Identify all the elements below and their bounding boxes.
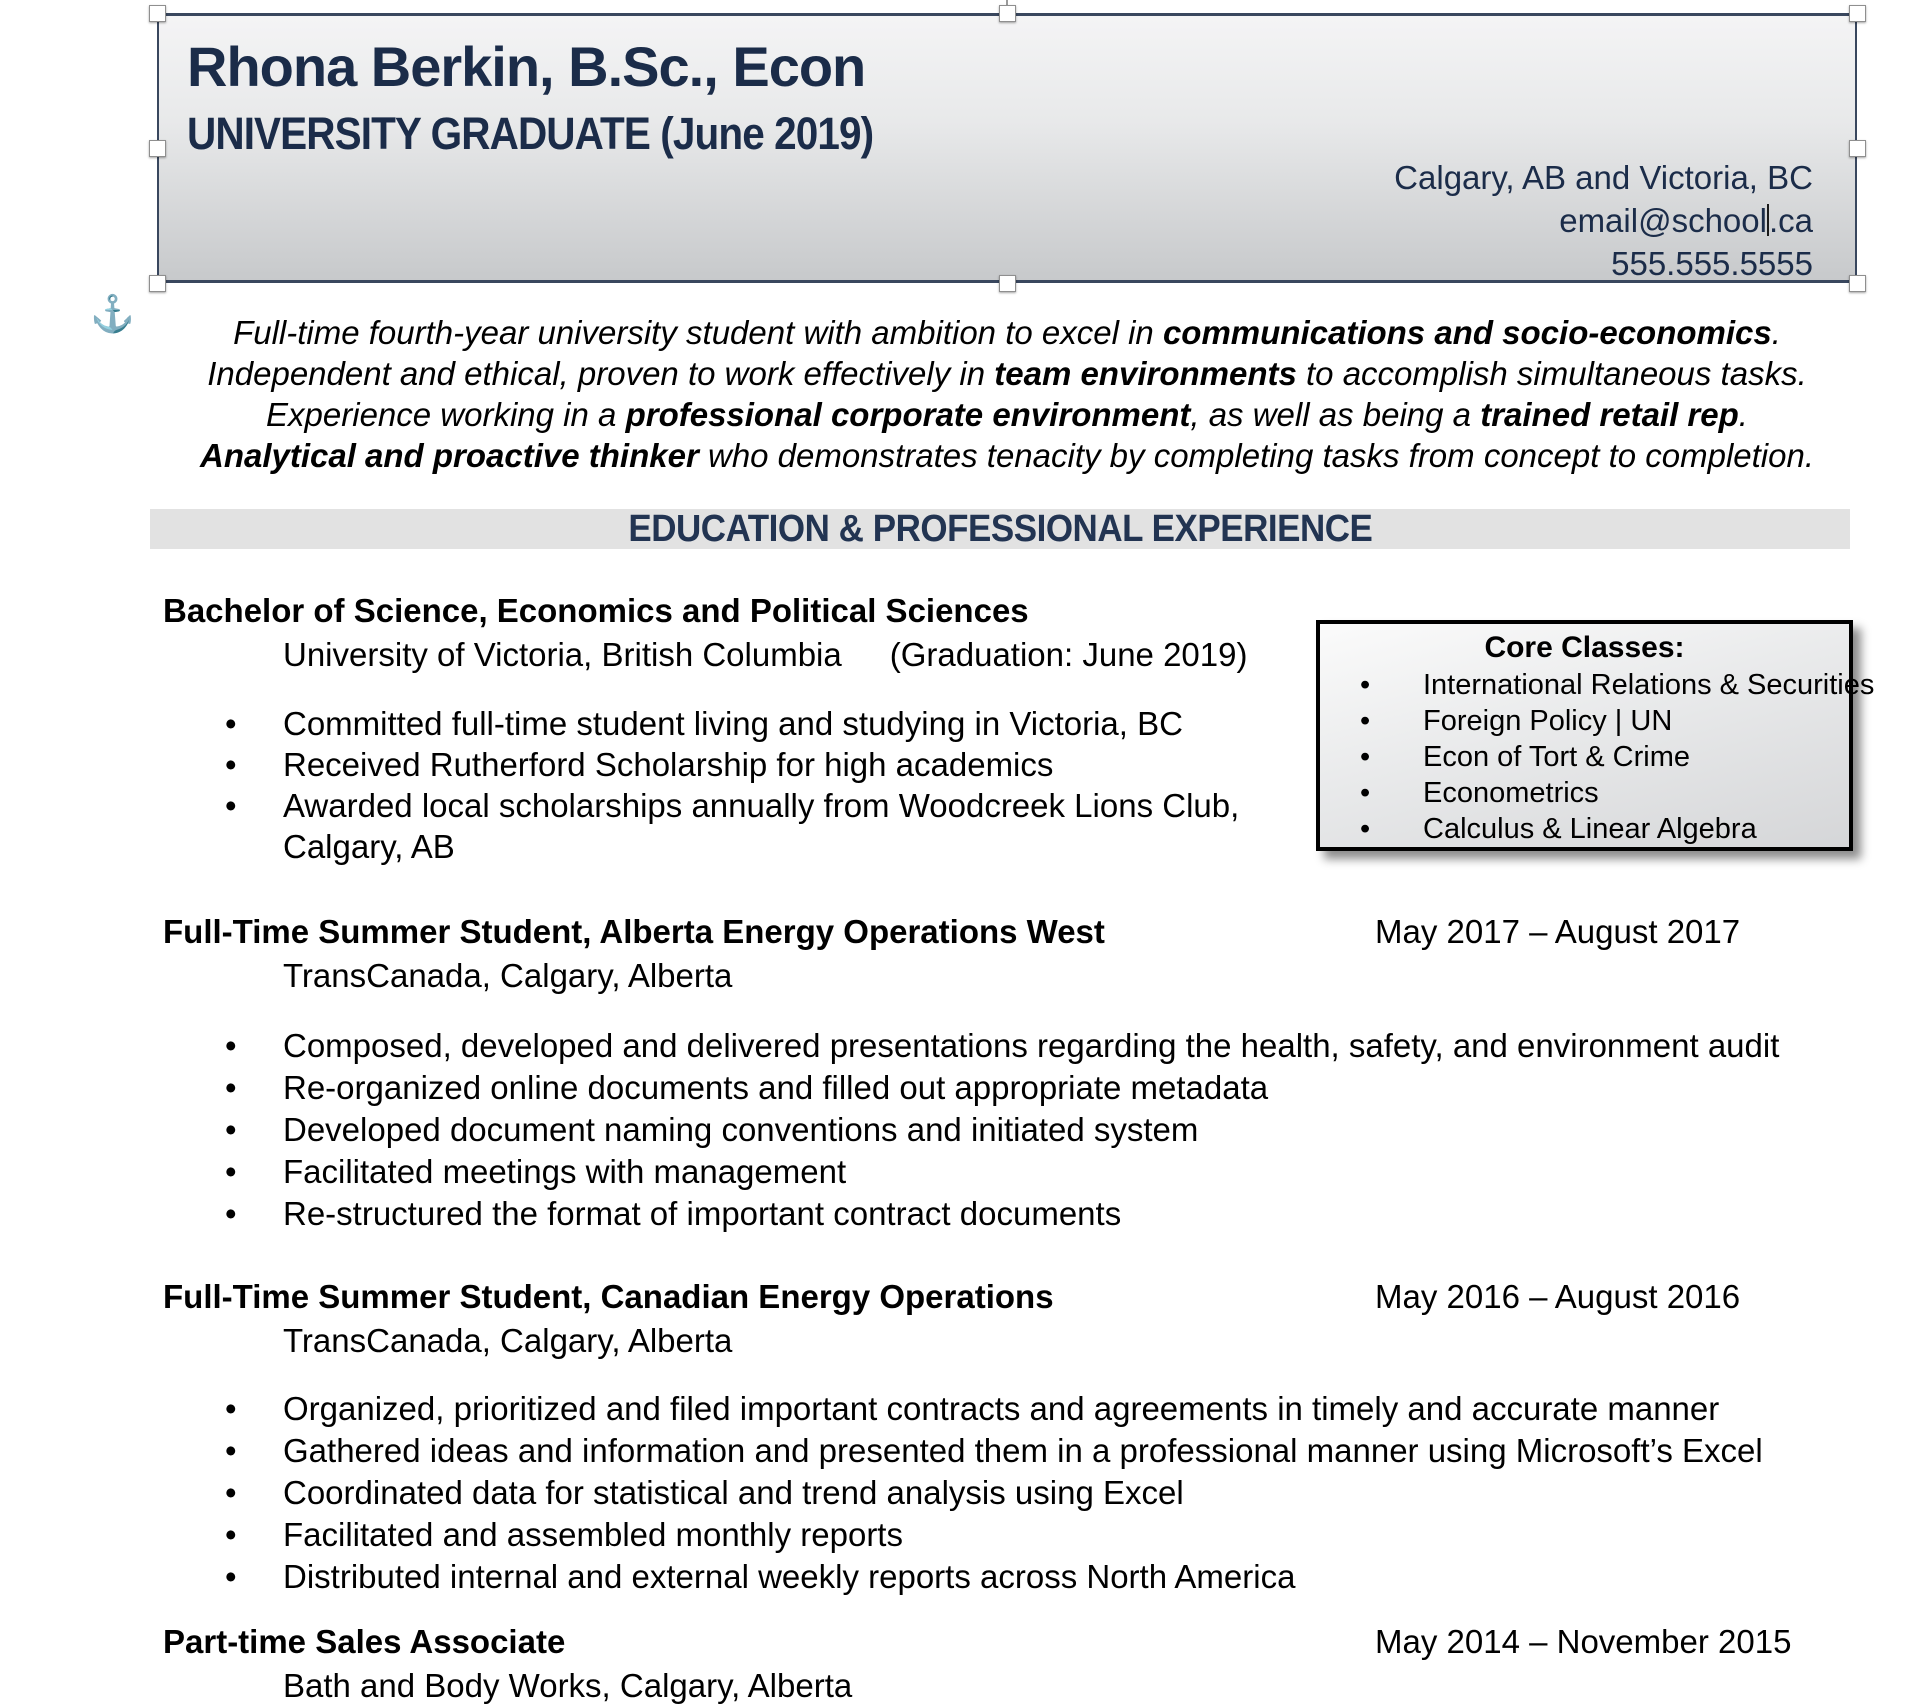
anchor-icon[interactable]: ⚓ [90,293,135,334]
selection-handle-bottom-middle[interactable] [999,275,1016,292]
selection-handle-top-left[interactable] [149,5,166,22]
summary-line: Independent and ethical, proven to work effectively in team environments to accomplish simultaneous tasks. [207,355,1807,392]
list-item: • Econometrics [1320,775,1849,811]
selection-handle-top-middle[interactable] [999,5,1016,22]
section-title: EDUCATION & PROFESSIONAL EXPERIENCE [627,507,1373,550]
summary-line: Full-time fourth-year university student with ambition to excel in communications and socio-economics. [233,314,1781,351]
list-item: • Facilitated meetings with management [163,1151,1863,1193]
job-dates: May 2017 – August 2017 [1375,913,1741,950]
list-item: • International Relations & Securities [1320,667,1849,703]
school-line [283,636,1247,674]
list-item: • Committed full-time student living and studying in Victoria, BC [163,703,1293,744]
selection-handle-bottom-right[interactable] [1849,275,1866,292]
list-item: • Composed, developed and delivered presentations regarding the health, safety, and environment audit [163,1025,1863,1067]
contact-phone: 555.555.5555 [1611,245,1813,282]
list-item: • Awarded local scholarships annually from Woodcreek Lions Club, Calgary, AB [163,785,1293,867]
list-item: • Econ of Tort & Crime [1320,739,1849,775]
job-company: TransCanada, Calgary, Alberta [283,957,733,994]
list-item: • Developed document naming conventions and initiated system [163,1109,1863,1151]
selection-handle-top-right[interactable] [1849,5,1866,22]
job-dates: May 2016 – August 2016 [1375,1278,1741,1315]
contact-email: email@school.ca [1559,202,1813,239]
list-item: • Received Rutherford Scholarship for high academics [163,744,1293,785]
school-name: University of Victoria, British Columbia [283,636,842,673]
section-header-bar [150,509,1850,549]
resume-subtitle: UNIVERSITY GRADUATE (June 2019) [187,108,874,159]
job-company: TransCanada, Calgary, Alberta [283,1322,733,1359]
selection-handle-bottom-left[interactable] [149,275,166,292]
list-item: • Distributed internal and external weekly reports across North America [163,1556,1863,1598]
education-bullet-list [163,703,1293,867]
list-item: • Re-structured the format of important contract documents [163,1193,1863,1235]
selection-handle-middle-right[interactable] [1849,140,1866,157]
core-classes-list [1320,667,1875,847]
list-item: • Organized, prioritized and filed important contracts and agreements in timely and accurate manner [163,1388,1863,1430]
graduation-date: (Graduation: June 2019) [889,636,1248,673]
list-item: • Facilitated and assembled monthly reports [163,1514,1863,1556]
list-item: • Foreign Policy | UN [1320,703,1849,739]
core-classes-box[interactable] [1316,620,1875,851]
list-item: • Re-organized online documents and filled out appropriate metadata [163,1067,1863,1109]
list-item: • Calculus & Linear Algebra [1320,811,1849,847]
summary-paragraph [157,312,1857,476]
contact-block [1394,156,1813,285]
resume-name: Rhona Berkin, B.Sc., Econ [187,35,866,98]
contact-location: Calgary, AB and Victoria, BC [1394,159,1813,196]
job-bullet-list [163,1025,1863,1235]
selection-handle-middle-left[interactable] [149,140,166,157]
job-dates: May 2014 – November 2015 [1375,1623,1792,1660]
header-text-box[interactable] [157,13,1857,283]
job-title: Part-time Sales Associate [163,1623,566,1660]
summary-line: Analytical and proactive thinker who demonstrates tenacity by completing tasks from concept to completion. [199,437,1815,474]
degree-title: Bachelor of Science, Economics and Political Sciences [163,592,1029,629]
summary-line: Experience working in a professional corporate environment, as well as being a trained retail rep. [266,396,1748,433]
job-title: Full-Time Summer Student, Alberta Energy Operations West [163,913,1105,950]
job-company: Bath and Body Works, Calgary, Alberta [283,1667,853,1704]
list-item: • Coordinated data for statistical and trend analysis using Excel [163,1472,1863,1514]
job-title: Full-Time Summer Student, Canadian Energy Operations [163,1278,1054,1315]
list-item: • Gathered ideas and information and presented them in a professional manner using Microsoft’s Excel [163,1430,1863,1472]
core-classes-title: Core Classes: [1484,631,1685,664]
job-bullet-list [163,1388,1863,1598]
